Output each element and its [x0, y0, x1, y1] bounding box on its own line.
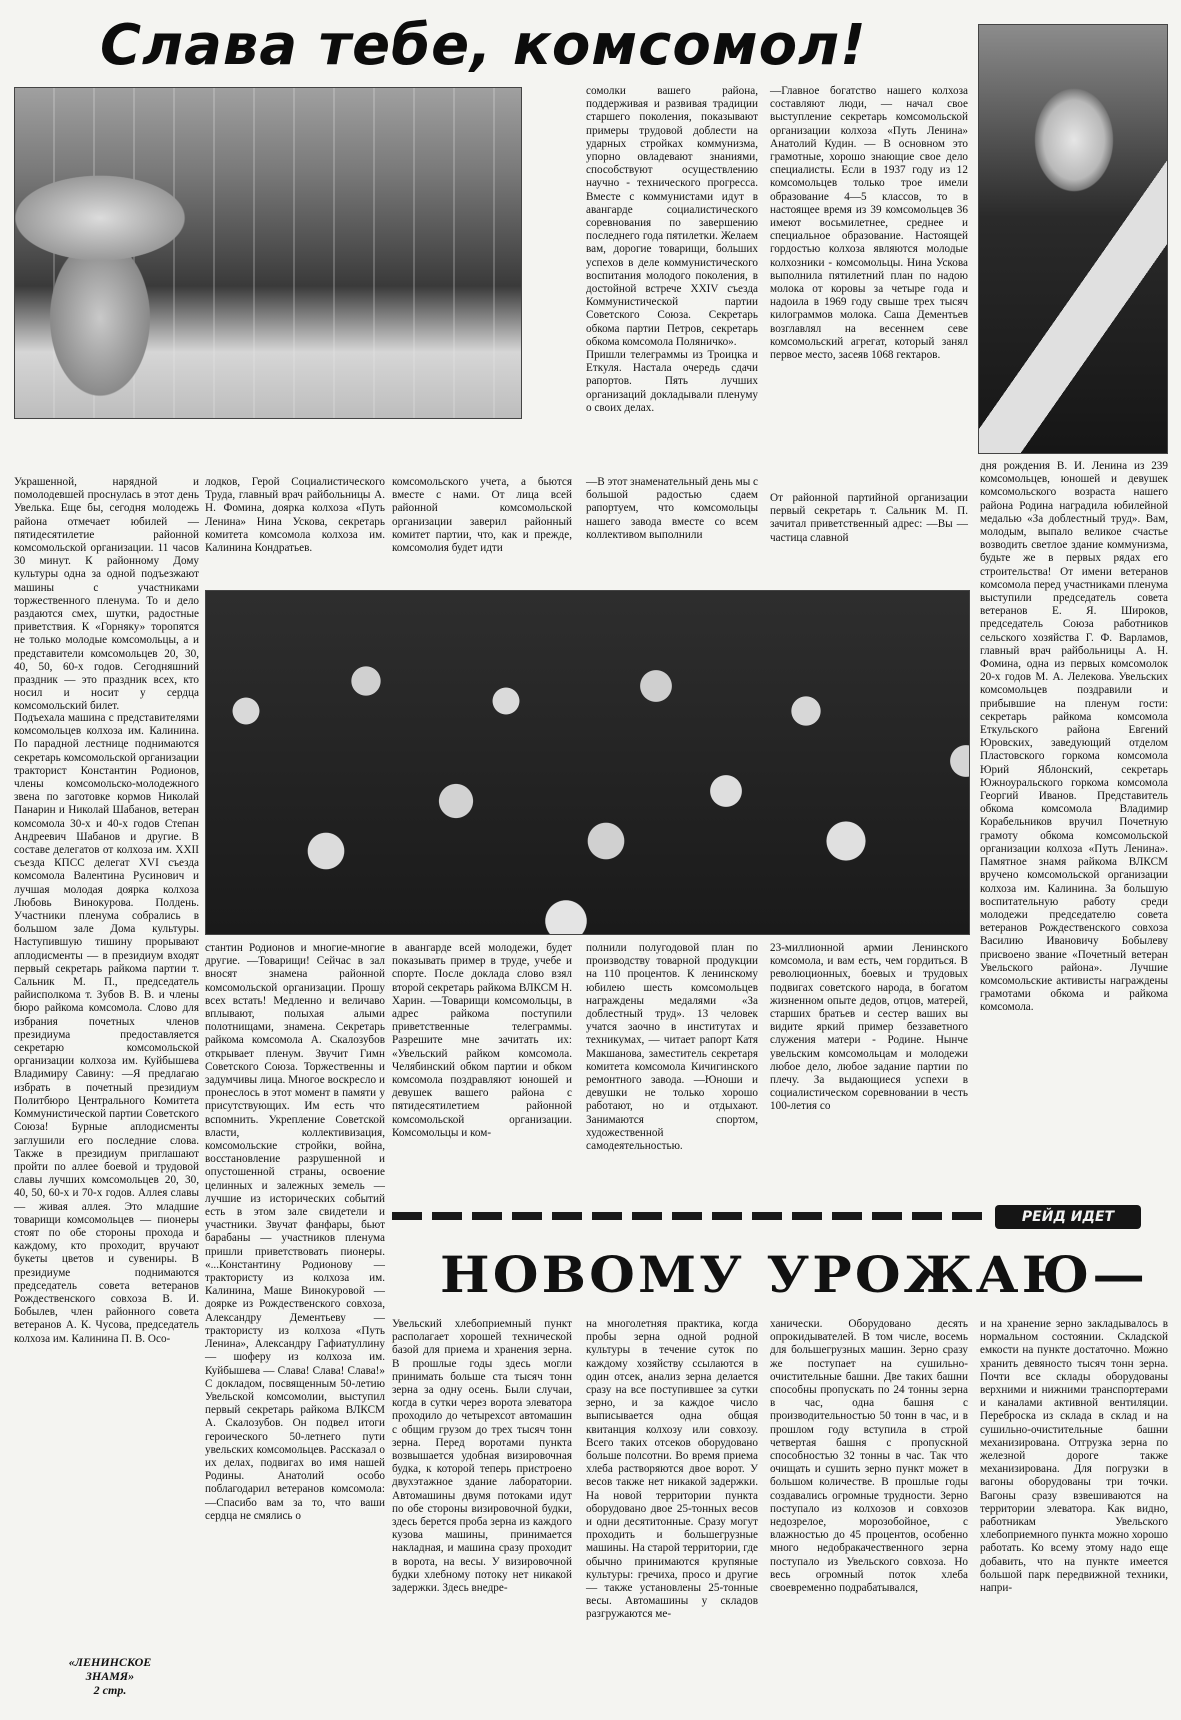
- text-column: [586, 476, 758, 576]
- paragraph: 23-миллионной армии Ленинского комсомола, и вам есть, чем гордиться. В революционных, боевых и трудовых подвигах советского народа, в богатом жизненном опыте дедов, отцов, матерей, старших братьев и сестер ваших вы видите яркий пример беззаветного служения матери - Родине. Нынче увельским комсомольцам и молодежи любое дело, любое задание партии по плечу. За выдающиеся успехи в социалистическом соревновании в честь 100-летия со: [770, 942, 968, 1113]
- text-column: [980, 460, 1168, 1195]
- paragraph: на многолетняя практика, когда пробы зерна одной родной культуры в течение суток по каждому хозяйству ссылаются в один отсек, анализ зерна делается сразу на все поступившее за сутки зерно, и за каждое число выписывается одна общая квитанция колхозу или совхозу. Всего таких отсеков оборудовано больше полсотни. Во время приема хлеба растворяются двое ворот. У весов также нет никакой задержки. На новой территории пункта оборудовано двое 25-тонных весов и одни десятитонные. Сразу могут проходить и большегрузные машины. На старой территории, где обычно принимаются крупяные культуры: гречиха, просо и другие — также установлены 25-тонные весы. Автомашины у складов разгружаются ме-: [586, 1318, 758, 1621]
- paragraph: и на хранение зерно закладывалось в нормальном состоянии. Складской емкости на пункте достаточно. Можно хранить девяносто тысяч тонн зерна. Почти все склады оборудованы верхними и нижними транспортерами и каналами активной вентиляции. Переброска из склада в склад и на сушильно-очистительные башни механизирована. Отгрузка зерна по железной дороге также механизирована. Для погрузки в вагоны оборудованы три точки. Вагоны сразу взвешиваются на территории элеватора. Как видно, работникам Увельского хлебоприемного пункта можно хорошо работать. Ко всему этому надо еще добавить, что на пункте имеется большой парк передвижной техники, напри-: [980, 1318, 1168, 1595]
- paragraph: полнили полугодовой план по производству товарной продукции на 110 процентов. К ленинскому юбилею шесть комсомольцев награждены медалями «За доблестный труд». 13 человек учатся заочно в институтах и техникумах, — читает рапорт Катя Макшанова, заместитель секретаря комитета комсомола Кичигинского ремонтного завода. —Юноши и девушки не только хорошо работают, но и отдыхают. Занимаются спортом, художественной самодеятельностью.: [586, 942, 758, 1153]
- text-column: [770, 942, 968, 1182]
- text-column: [586, 1318, 758, 1716]
- text-column: [14, 712, 199, 1612]
- paragraph: —Главное богатство нашего колхоза составляют люди, — начал свое выступление секретарь комсомольской организации колхоза «Путь Ленина» Анатолий Кудин. — В основном это грамотные, хорошо знающие свое дело специалисты. Если в 1937 году из 12 комсомольцев только трое имели образование 4—5 классов, то в настоящее время из 39 комсомольцев 36 имеют восьмилетнее, среднее и специальное образование. Настоящей гордостью колхоза являются молодые колхозники - комсомольцы. Нина Ускова выполнила пятилетний план по надою молока от коровы за четыре года и надоила в 1969 году свыше трех тысяч килограммов молока. Саша Дементьев возглавлял на весеннем севе комсомольский агрегат, который занял первое место, засеяв 1068 гектаров.: [770, 85, 968, 362]
- paragraph: дня рождения В. И. Ленина из 239 комсомольцев, юношей и девушек комсомольского возраста нашего района Родина наградила юбилейной медалью «За доблестный труд». Вам, молодым, выпало великое счастье возводить светлое здание коммунизма, будьте же в первых рядах его строительства! От имени ветеранов комсомола перед участниками пленума выступили председатель совета ветеранов Е. Я. Широков, председатель Союза работников сельского хозяйства Г. Ф. Варламов, главный врач райбольницы А. Н. Фомина, одна из первых комсомолок 20-х годов М. А. Лелекова. Увельских комсомольцев поздравили и прибывшие на пленум гости: секретарь райкома комсомола Еткульского района Евгений Юровских, заведующий отделом Пластовского горкома комсомола Юрий Яблонский, секретарь Южноуральского горкома комсомола Георгий Иванов. Представитель обкома комсомола Владимир Корабельников вручил Почетную грамоту обкома комсомольской организации колхоза «Путь Ленина». Памятное знамя райкома ВЛКСМ вручено комсомольской организации колхоза им. Калинина. За большую воспитательную работу среди молодежи председателю совета ветеранов Рождественского совхоза Василию Ивановичу Бобылеву присвоено звание «Почетный ветеран Увельского района». Лучшие комсомольские активисты награждены грамотами обкома и райкома комсомола.: [980, 460, 1168, 1014]
- text-column: [586, 85, 758, 422]
- text-column: [392, 1318, 572, 1716]
- text-column: [205, 476, 385, 561]
- paragraph: От районной партийной организации первый секретарь т. Сальник М. П. зачитал приветственный адрес: —Вы — частица славной: [770, 492, 968, 544]
- paragraph: —В этот знаменательный день мы с большой радостью сдаем рапортуем, что комсомольцы нашего завода вместе со всем коллективом выполнили: [586, 476, 758, 541]
- photo-portrait: [978, 24, 1168, 454]
- text-column: [586, 942, 758, 1172]
- newspaper-signature: [30, 1655, 190, 1697]
- raid-tag: РЕЙД ИДЕТ: [995, 1205, 1141, 1229]
- paragraph: ханически. Оборудовано десять опрокидывателей. В том числе, восемь для большегрузных машин. Зерно сразу же поступает на сушильно-очистительные башни. Две таких башни способны пропускать по 24 тонны зерна в час, одна башня с производительностью 50 тонн в час, и в прошлом году вступила в строй четвертая башня с пропускной способностью 32 тонны в час. Так что очищать и сушить зерно пункт может в большом количестве. В прошлые годы создавались огромные трудности. Зерно поступало из колхозов и совхозов недозрелое, морозобойное, с влажностью до 45 процентов, особенно много недобракачественного зерна поступало из Увельского совхоза. Но весь огромный поток хлеба своевременно подрабатывался,: [770, 1318, 968, 1595]
- text-column: [392, 942, 572, 1182]
- dashed-rule: [392, 1212, 982, 1220]
- text-column: [980, 1318, 1168, 1716]
- signature-line: «ЛЕНИНСКОЕ: [68, 1655, 152, 1669]
- signature-line: ЗНАМЯ»: [85, 1669, 135, 1683]
- signature-line: 2 стр.: [93, 1683, 127, 1697]
- text-column: [205, 942, 385, 1720]
- headline: Слава тебе, комсомол!: [100, 13, 867, 78]
- article-title: НОВОМУ УРОЖАЮ—: [440, 1245, 1149, 1304]
- paragraph: стантин Родионов и многие-многие другие. —Товарищи! Сейчас в зал вносят знамена районной комсомольской организации. Прошу всех встать! Медленно и величаво вплывают, полыхая алыми полотнищами, знамена. Секретарь райкома комсомола А. Скалозубов открывает пленум. Звучит Гимн Советского Союза. Торжественны и задумчивы лица. Многое воскресло и пронеслось в этот момент в памяти у присутствующих. Им есть что вспомнить. Укрепление Советской власти, коллективизация, комсомольские стройки, война, восстановление разрушенной и опустошенной страны, освоение целинных и залежных земель — лучшие из исторических событий есть в этом зале свидетели и участники. Звучат фанфары, бьют барабаны — участников пленума пришли приветствовать пионеры. «...Константину Родионову — трактористу из колхоза им. Калинина, Маше Винокуровой — доярке из Рождественского совхоза, Александру Дементьеву — трактористу из колхоза «Путь Ленина», Александру Гафиатуллину — шоферу из колхоза им. Куйбышева — Слава! Слава! Слава!» С докладом, посвященным 50-летию Увельской комсомолии, выступил первый секретарь райкома ВЛКСМ А. Скалозубов. Он подвел итоги героического 50-летнего пути увельских комсомольцев. Рассказал о их делах, подвигах во имя нашей Родины. Анатолий особо поблагодарил ветеранов комсомола: —Спасибо вам за то, что ваши сердца не смялись о: [205, 942, 385, 1522]
- text-column: [770, 492, 968, 572]
- paragraph: Пришли телеграммы из Троицка и Еткуля. Настала очередь сдачи рапортов. Пять лучших организаций докладывали пленуму о своих делах.: [586, 349, 758, 414]
- paragraph: сомолки вашего района, поддерживая и развивая традиции старшего поколения, показывают примеры трудовой доблести на ударных стройках коммунизма, упорно овладевают знаниями, способствуют осуществлению научно - технического прогресса. Вместе с коммунистами идут в авангарде социалистического соревнования по завершению последнего года пятилетки. Желаем вам, дорогие товарищи, больших успехов в деле коммунистического воспитания молодого поколения, в достойной встрече XXIV съезда Коммунистической партии Советского Союза. Секретарь обкома партии Петров, секретарь обкома комсомола Поляничко».: [586, 85, 758, 348]
- text-column: [14, 476, 199, 713]
- text-column: [770, 85, 968, 495]
- paragraph: Увельский хлебоприемный пункт располагает хорошей технической базой для приема и хранения зерна. В прошлые годы здесь могли принимать больше ста тысяч тонн зерна за одну осень. Были случаи, когда в сутки через ворота элеватора проходило до четырехсот автомашин с общим грузом до трех тысяч тонн зерна. Перед воротами пункта возвышается удобная визировочная будка, к которой теперь пристроено двухэтажное здание лаборатории. Автомашины двумя потоками идут по обе стороны визировочной будки, здесь берется проба зерна из каждого кузова машины, принимается накладная, и машина сразу проходит в ворота, на весы. У визировочной будки хлебному потоку нет никакой задержки. Здесь внедре-: [392, 1318, 572, 1595]
- paragraph: Украшенной, нарядной и помолодевшей проснулась в этот день Увелька. Еще бы, сегодня молодежь района отмечает юбилей — пятидесятилетие районной комсомольской организации. 11 часов 30 минут. К районному Дому культуры одна за одной подъезжают машины с участниками торжественного пленума. То и дело раздаются смех, шутки, радостные приветствия. К «Горняку» торопятся не только молодые комсомольцы, а и представители комсомольцев 20, 30, 40, 50, 60-х годов. Сегодняшний праздник — это праздник всех, кто носил и носит у сердца комсомольский билет.: [14, 476, 199, 713]
- paragraph: лодков, Герой Социалистического Труда, главный врач райбольницы А. Н. Фомина, доярка колхоза «Путь Ленина» Нина Ускова, секретарь комитета комсомола колхоза им. Калинина Кондратьев.: [205, 476, 385, 555]
- paragraph: Подъехала машина с представителями комсомольцев колхоза им. Калинина. По парадной лестнице поднимаются секретарь комсомольской организации тракторист Константин Родионов, члены комсомольско-молодежного звена по заготовке кормов Николай Панарин и Николай Шабанов, ветеран комсомола 30-х и 40-х годов Степан Андреевич Шабанов и другие. В составе делегатов от колхоза им. XXII съезда КПСС делегат XVI съезда комсомола Валентина Русинович и лучшая молодая доярка колхоза Любовь Винокурова. Полдень. Участники пленума собрались в большом зале Дома культуры. Наступившую тишину прорывают аплодисменты — в президиум входят первый секретарь райкома партии т. Сальник М. П., председатель райисполкома т. Зубов В. В. и члены бюро райкома комсомола. Слово для избрания почетных членов президиума предоставляется секретарю комсомольской организации колхоза им. Куйбышева Владимиру Савину: —Я предлагаю избрать в почетный президиум Политбюро Центрального Комитета Коммунистической партии Советского Союза! Бурные аплодисменты заглушили его последние слова. Также в президиум приглашают пройти по аллее боевой и трудовой славы лучших комсомольцев 20, 30, 40, 50, 60-х и 70-х годов. Аллея славы — живая аллея. Это младшие товарищи комсомольцев — пионеры стоят по обе стороны прохода и каждому, кто проходит, вручают букеты цветов и сувениры. В президиуме поднимаются председатель совета ветеранов Рождественского совхоза В. И. Бобылев, член районного совета ветеранов А. К. Чусова, председатель колхоза им. Калинина П. В. Осо-: [14, 712, 199, 1345]
- photo-hall: [14, 87, 522, 419]
- photo-crowd: [205, 590, 970, 935]
- text-column: [392, 476, 572, 561]
- text-column: [770, 1318, 968, 1716]
- paragraph: в авангарде всей молодежи, будет показывать пример в труде, учебе и спорте. После доклада слово взял второй секретарь райкома ВЛКСМ Н. Харин. —Товарищи комсомольцы, в адрес райкома поступили приветственные телеграммы. Разрешите мне зачитать их: «Увельский райком комсомола. Челябинский обком партии и обком комсомола поздравляют юношей и девушек вашего района с пятидесятилетием районной комсомольской организации. Комсомольцы и ком-: [392, 942, 572, 1139]
- paragraph: комсомольского учета, а бьются вместе с нами. От лица всей районной комсомольской организации заверил районный комитет партии, что, как и прежде, комсомолия будет идти: [392, 476, 572, 555]
